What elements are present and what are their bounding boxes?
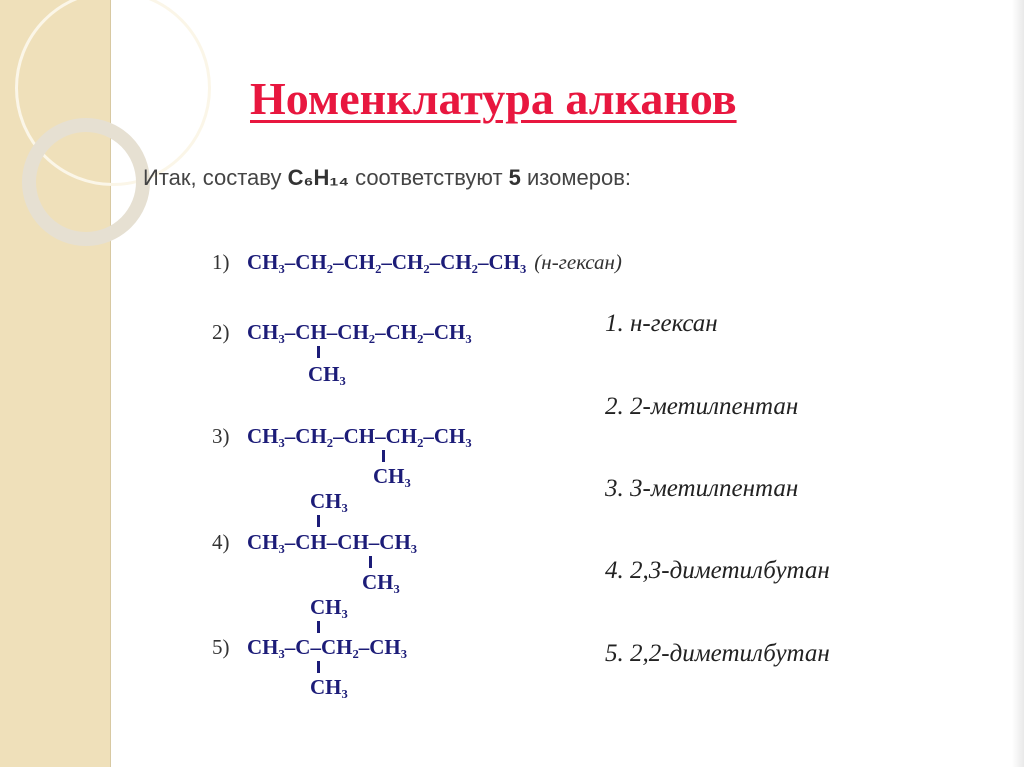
isomer-name: 5. 2,2-диметилбутан	[605, 640, 830, 667]
isomer-name: 4. 2,3-диметилбутан	[605, 557, 830, 584]
intro-prefix: Итак, составу	[143, 165, 288, 190]
slide-edge-shadow	[1012, 0, 1024, 767]
intro-text	[143, 165, 631, 191]
isomer-note: (н-гексан)	[534, 250, 622, 274]
isomer-formula: CH₃–CH–CH₂–CH₂–CH₃	[247, 320, 472, 344]
isomer-number: 5)	[212, 635, 230, 659]
branch-below: CH₃	[308, 362, 346, 386]
chain: CH₃–CH₂–CH₂–CH₂–CH₂–CH₃	[247, 250, 527, 274]
isomer-formula: CH₃–CH–CH–CH₃	[247, 530, 418, 554]
intro-suffix: изомеров:	[520, 165, 631, 190]
intro-formula: C₆H₁₄	[287, 165, 349, 190]
isomer-number: 1)	[212, 250, 230, 274]
isomer-name: 1. н-гексан	[605, 310, 718, 337]
slide-title: Номенклатура алканов	[250, 73, 737, 124]
isomer-formula	[247, 250, 622, 275]
branch-below: CH₃	[373, 464, 411, 488]
branch-below: CH₃	[362, 570, 400, 594]
decorative-sidebar	[0, 0, 111, 767]
bond-line	[317, 515, 320, 527]
intro-middle: соответствуют	[348, 165, 509, 190]
bond-line	[382, 450, 385, 462]
decorative-ring	[22, 118, 150, 246]
isomer-number: 3)	[212, 424, 230, 448]
bond-line	[317, 661, 320, 673]
isomer-formula: CH₃–C–CH₂–CH₃	[247, 635, 408, 659]
bond-line	[369, 556, 372, 568]
isomer-formula: CH₃–CH₂–CH–CH₂–CH₃	[247, 424, 472, 448]
isomer-name: 3. 3-метилпентан	[605, 475, 799, 502]
branch-above: CH₃	[310, 489, 348, 513]
bond-line	[317, 346, 320, 358]
isomer-name: 2. 2-метилпентан	[605, 393, 799, 420]
isomer-number: 4)	[212, 530, 230, 554]
isomer-number: 2)	[212, 320, 230, 344]
branch-below: CH₃	[310, 675, 348, 699]
intro-count: 5	[508, 165, 521, 190]
branch-above: CH₃	[310, 595, 348, 619]
bond-line	[317, 621, 320, 633]
